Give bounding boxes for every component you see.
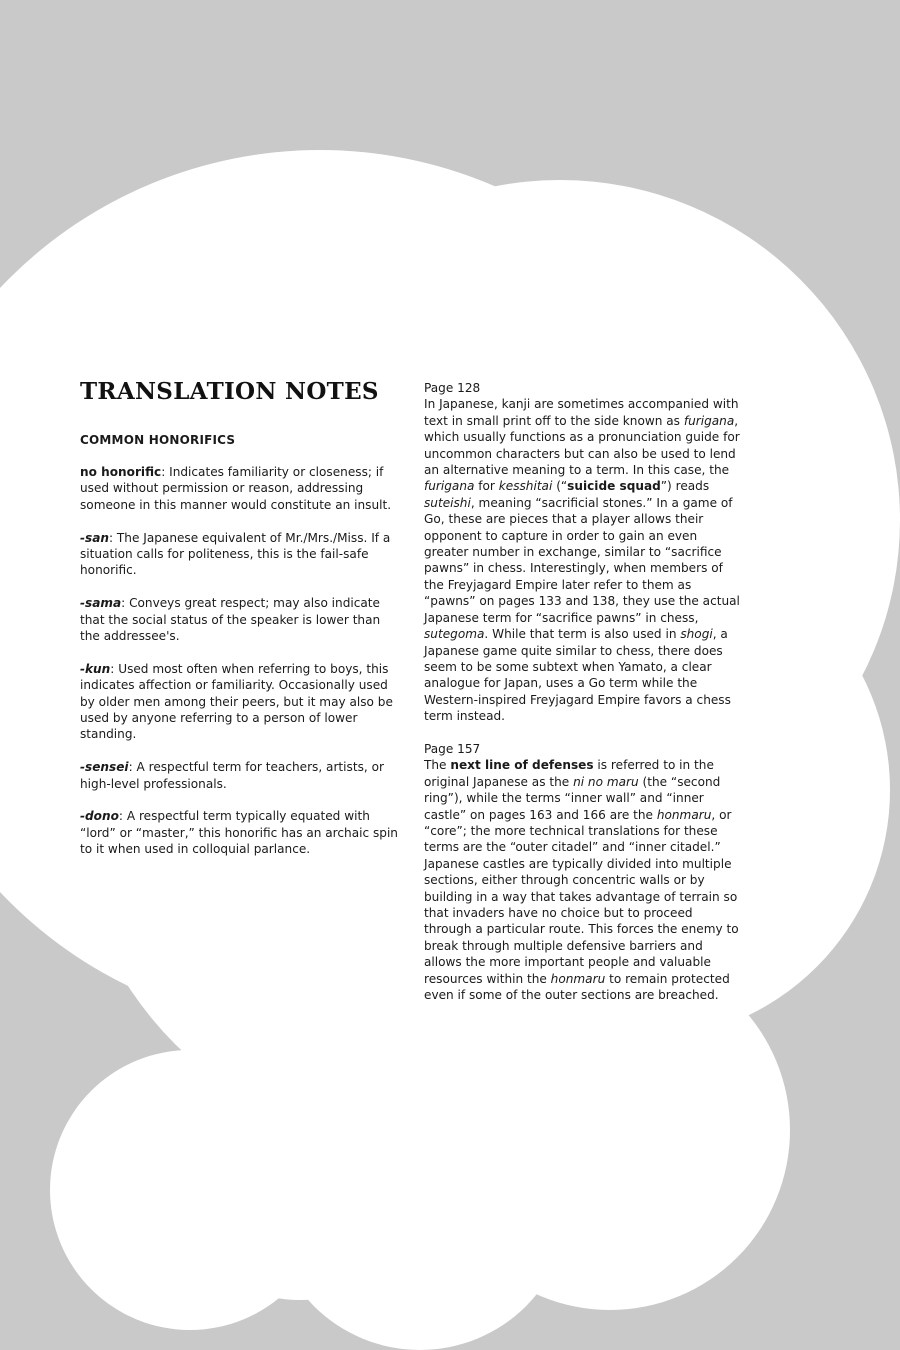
translation-note (424, 741, 740, 1004)
note-italic-term: suteishi (424, 495, 471, 510)
honorific-entry (80, 595, 400, 644)
note-bold-term: next line of defenses (450, 758, 594, 773)
honorific-definition: : Conveys great respect; may also indicate that the social status of the speaker is lower than the addressee's. (80, 596, 381, 644)
note-bold-term: suicide squad (567, 479, 661, 494)
honorific-entry (80, 759, 400, 792)
note-italic-term: furigana (683, 413, 735, 428)
note-text: ”) reads (660, 479, 710, 494)
honorific-definition: : The Japanese equivalent of Mr./Mrs./Miss. If a situation calls for politeness, this is the fail-safe honorific. (80, 530, 391, 578)
note-text: . While that term is also used in (484, 627, 681, 642)
honorific-entry (80, 808, 400, 857)
note-text: is referred to in the original Japanese as the (424, 758, 714, 789)
note-page-ref: Page 157 (424, 741, 481, 756)
honorific-definition: : A respectful term typically equated with “lord” or “master,” this honorific has an archaic spin to it when used in colloquial parlance. (80, 809, 398, 857)
honorifics-heading: COMMON HONORIFICS (80, 433, 236, 447)
note-text: In Japanese, kanji are sometimes accompanied with text in small print off to the side known as (424, 397, 739, 428)
note-italic-term: furigana (424, 479, 475, 494)
honorific-definition: : Used most often when referring to boys, this indicates affection or familiarity. Occasionally used by older men among their peers, but it may also be used by anyone referring to a person of lower standing. (80, 661, 393, 742)
translation-note (424, 380, 740, 725)
notes-column (424, 380, 740, 1020)
note-italic-term: honmaru (656, 807, 712, 822)
note-text: , meaning “sacrificial stones.” In a game of Go, these are pieces that a player allows their opponent to capture in order to gain an even greater number in exchange, similar to “sacrifice pawns” in chess. Interestingly, when members of the Freyjagard Empire later refer to them as “pawns” on pages 133 and 138, they use the actual Japanese term for “sacrifice pawns” in chess, (424, 495, 740, 625)
honorific-entry (80, 464, 400, 513)
honorific-term: -kun (80, 661, 111, 676)
honorific-term: -sensei (80, 760, 129, 775)
note-italic-term: shogi (680, 627, 713, 642)
honorific-term: no honorific (80, 465, 162, 479)
honorific-term: -dono (80, 809, 119, 824)
honorific-definition: : Indicates familiarity or closeness; if used without permission or reason, addressing someone in this manner would constitute an insult. (80, 465, 392, 512)
note-text: , a Japanese game quite similar to chess, there does seem to be some subtext when Yamato, a clear analogue for Japan, uses a Go term while the Western-inspired Freyjagard Empire favors a chess term instead. (424, 627, 731, 724)
note-text: The (424, 758, 451, 773)
note-text: , which usually functions as a pronunciation guide for uncommon characters but can also be used to lend an alternative meaning to a term. In this case, the (424, 413, 740, 478)
note-italic-term: ni no maru (573, 774, 639, 789)
note-text: to remain protected even if some of the outer sections are breached. (424, 971, 730, 1003)
note-text: (the “second ring”), while the terms “inner wall” and “inner castle” on pages 163 and 166 are the (424, 774, 721, 822)
honorific-term: -san (80, 530, 109, 545)
honorific-entry (80, 530, 400, 579)
page-title: TRANSLATION NOTES (80, 378, 379, 405)
note-text: for (474, 479, 499, 494)
note-italic-term: honmaru (550, 971, 606, 986)
honorific-definition: : A respectful term for teachers, artists, or high-level professionals. (80, 760, 384, 791)
note-text: , or “core”; the more technical translations for these terms are the “outer citadel” and “inner citadel.” Japanese castles are typically divided into multiple sections, either through concentric walls or by building in a way that takes advantage of terrain so that invaders have no choice but to proceed through a particular route. This forces the enemy to break through multiple defensive barriers and allows the more important people and valuable resources within the (424, 807, 739, 986)
honorific-entry (80, 661, 400, 743)
note-page-ref: Page 128 (424, 381, 481, 395)
honorifics-column (80, 378, 400, 874)
honorifics-list (80, 464, 400, 858)
honorific-term: -sama (80, 596, 122, 611)
note-text: (“ (552, 479, 568, 494)
note-italic-term: kesshitai (498, 479, 553, 494)
note-italic-term: sutegoma (424, 627, 485, 642)
